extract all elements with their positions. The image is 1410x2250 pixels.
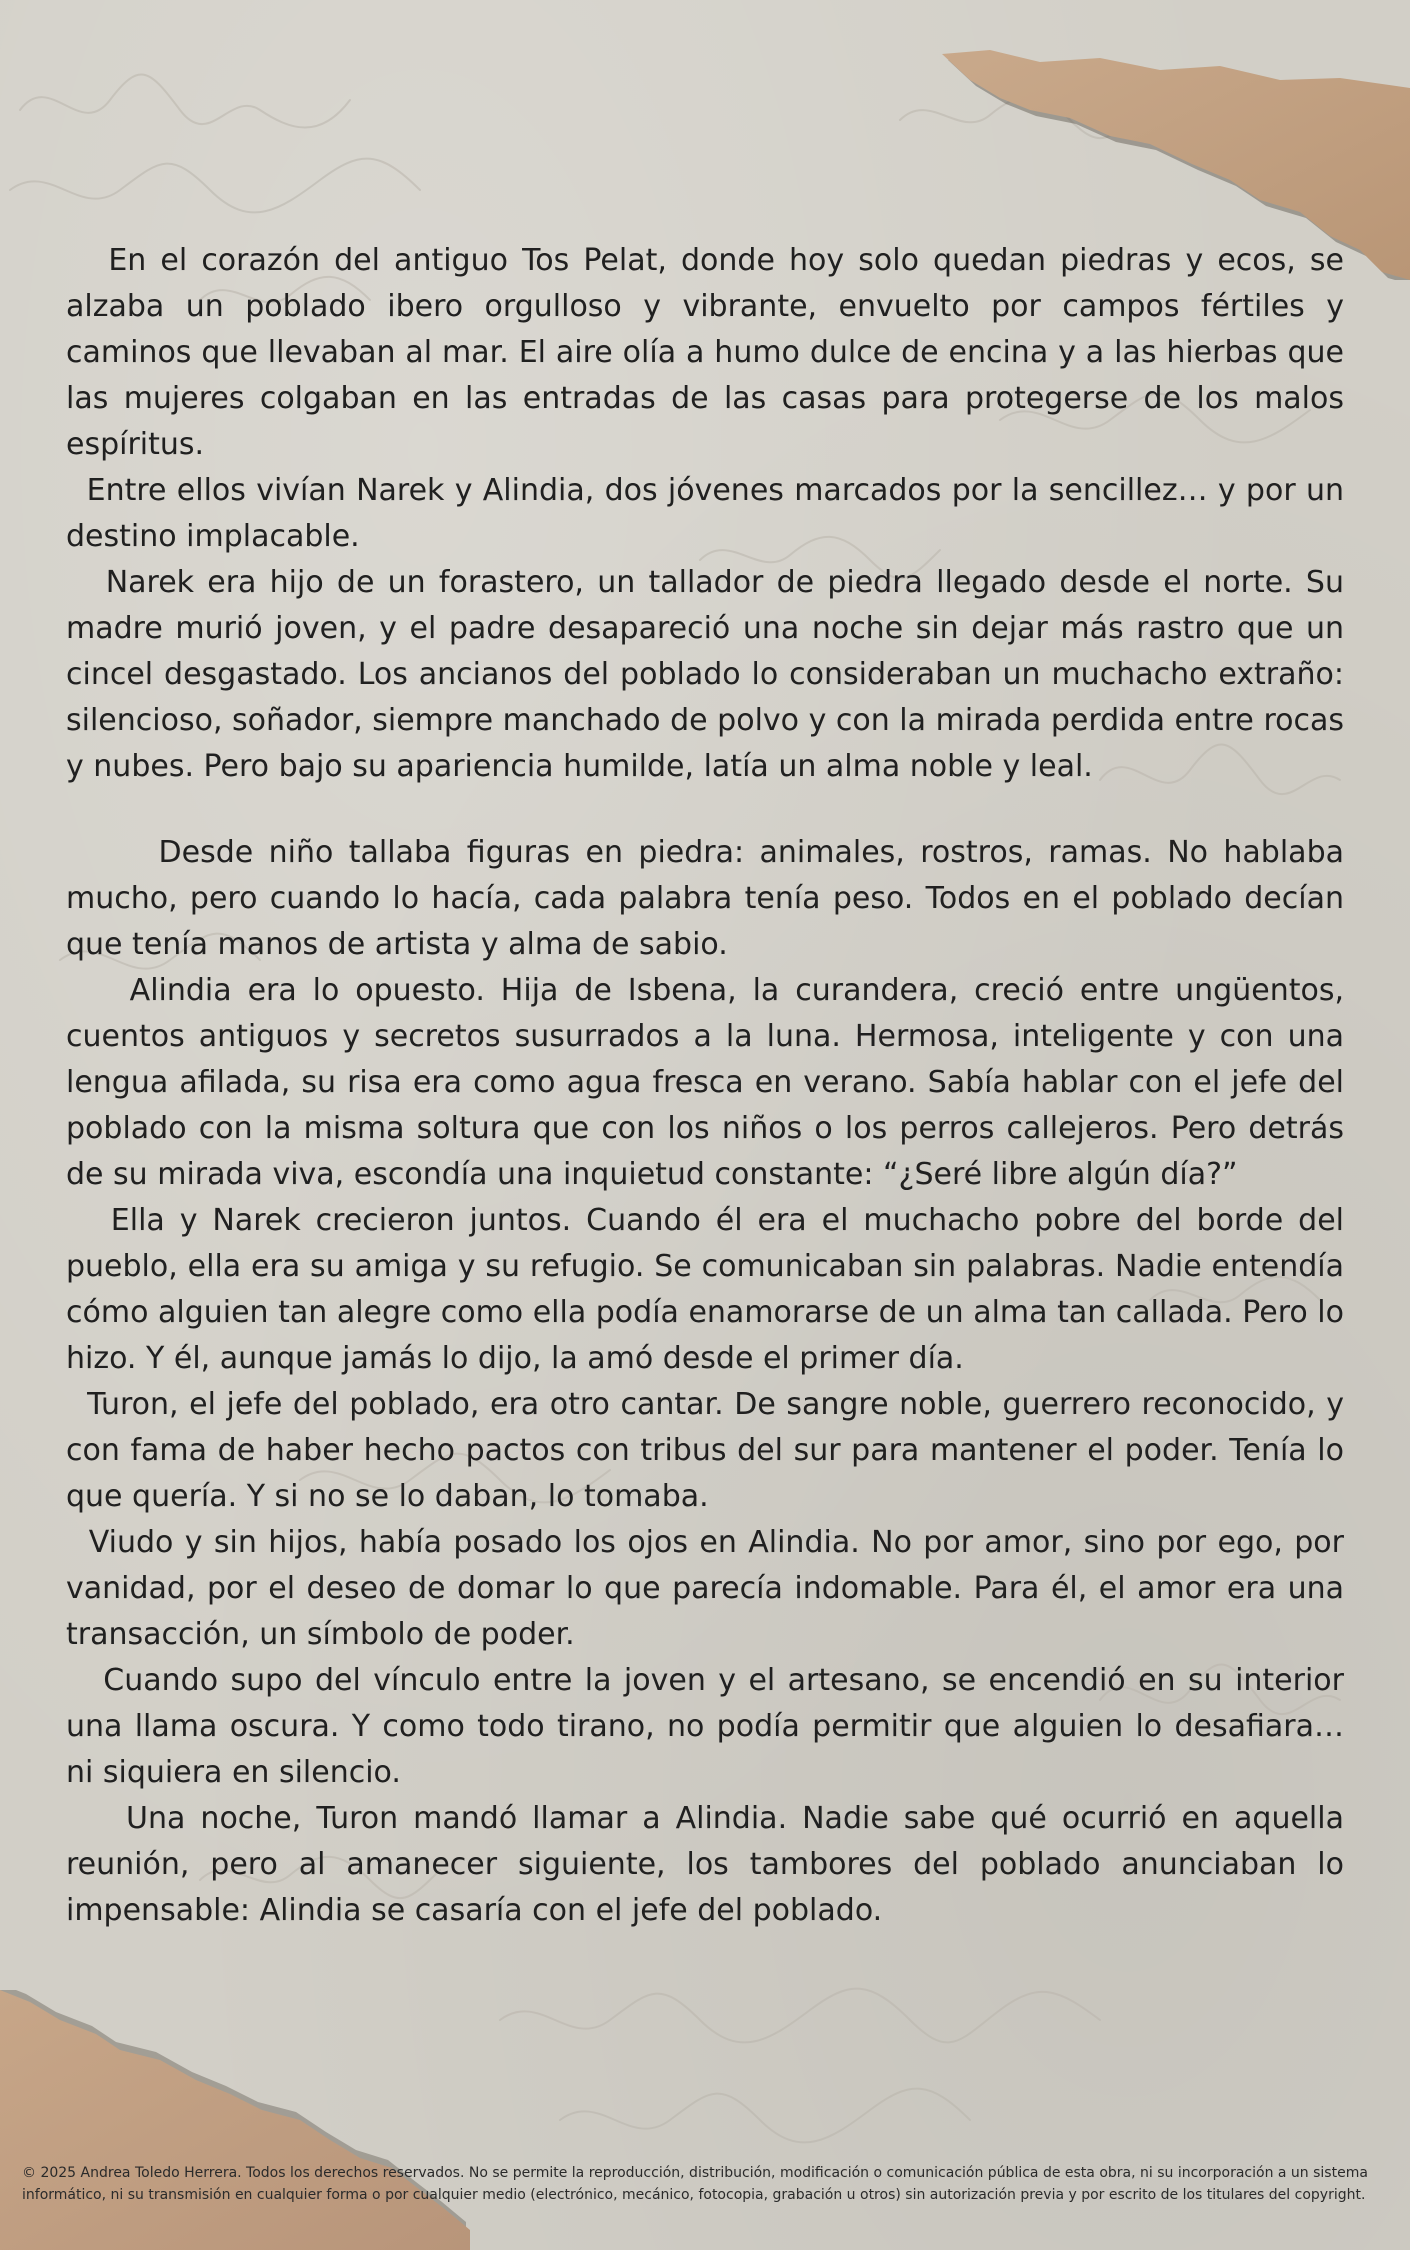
paragraph: Viudo y sin hijos, había posado los ojos en Alindia. No por amor, sino por ego, por vanidad, por el deseo de domar lo que parecía indomable. Para él, el amor era una transacción, un símbolo de poder. <box>66 1525 1344 1652</box>
torn-paper-bottom <box>0 1990 470 2250</box>
paragraph: Alindia era lo opuesto. Hija de Isbena, la curandera, creció entre ungüentos, cuentos antiguos y secretos susurrados a la luna. Hermosa, inteligente y con una lengua afilada, su risa era como agua fresca en verano. Sabía hablar con el jefe del poblado con la misma soltura que con los niños o los perros callejeros. Pero detrás de su mirada viva, escondía una inquietud constante: “¿Seré libre algún día?” <box>66 973 1344 1192</box>
paragraph: Cuando supo del vínculo entre la joven y el artesano, se encendió en su interior una llama oscura. Y como todo tirano, no podía permitir que alguien lo desafiara… ni siquiera en silencio. <box>66 1663 1344 1790</box>
paragraph: Desde niño tallaba figuras en piedra: animales, rostros, ramas. No hablaba mucho, pero cuando lo hacía, cada palabra tenía peso. Todos en el poblado decían que tenía manos de artista y alma de sabio. <box>66 835 1344 962</box>
paragraph: Narek era hijo de un forastero, un tallador de piedra llegado desde el norte. Su madre murió joven, y el padre desapareció una noche sin dejar más rastro que un cincel desgastado. Los ancianos del poblado lo consideraban un muchacho extraño: silencioso, soñador, siempre manchado de polvo y con la mirada perdida entre rocas y nubes. Pero bajo su apariencia humilde, latía un alma noble y leal. <box>66 565 1344 784</box>
paragraph: En el corazón del antiguo Tos Pelat, donde hoy solo quedan piedras y ecos, se alzaba un poblado ibero orgulloso y vibrante, envuelto por campos fértiles y caminos que llevaban al mar. El aire olía a humo dulce de encina y a las hierbas que las mujeres colgaban en las entradas de las casas para protegerse de los malos espíritus. <box>66 243 1344 462</box>
paragraph: Turon, el jefe del poblado, era otro cantar. De sangre noble, guerrero reconocido, y con fama de haber hecho pactos con tribus del sur para mantener el poder. Tenía lo que quería. Y si no se lo daban, lo tomaba. <box>66 1387 1344 1514</box>
paragraph: Una noche, Turon mandó llamar a Alindia. Nadie sabe qué ocurrió en aquella reunión, pero al amanecer siguiente, los tambores del poblado anunciaban lo impensable: Alindia se casaría con el jefe del poblado. <box>66 1801 1344 1928</box>
copyright-notice: © 2025 Andrea Toledo Herrera. Todos los derechos reservados. No se permite la reproducción, distribución, modificación o comunicación pública de esta obra, ni su incorporación a un sistema informático, ni su transmisión en cualquier forma o por cualquier medio (electrónico, mecánico, fotocopia, grabación u otros) sin autorización previa y por escrito de los titulares del copyright. <box>22 2165 1368 2203</box>
paragraph: Ella y Narek crecieron juntos. Cuando él era el muchacho pobre del borde del pueblo, ella era su amiga y su refugio. Se comunicaban sin palabras. Nadie entendía cómo alguien tan alegre como ella podía enamorarse de un alma tan callada. Pero lo hizo. Y él, aunque jamás lo dijo, la amó desde el primer día. <box>66 1203 1344 1376</box>
paragraph: Entre ellos vivían Narek y Alindia, dos jóvenes marcados por la sencillez… y por un destino implacable. <box>66 473 1344 554</box>
story-text <box>66 238 1344 1934</box>
